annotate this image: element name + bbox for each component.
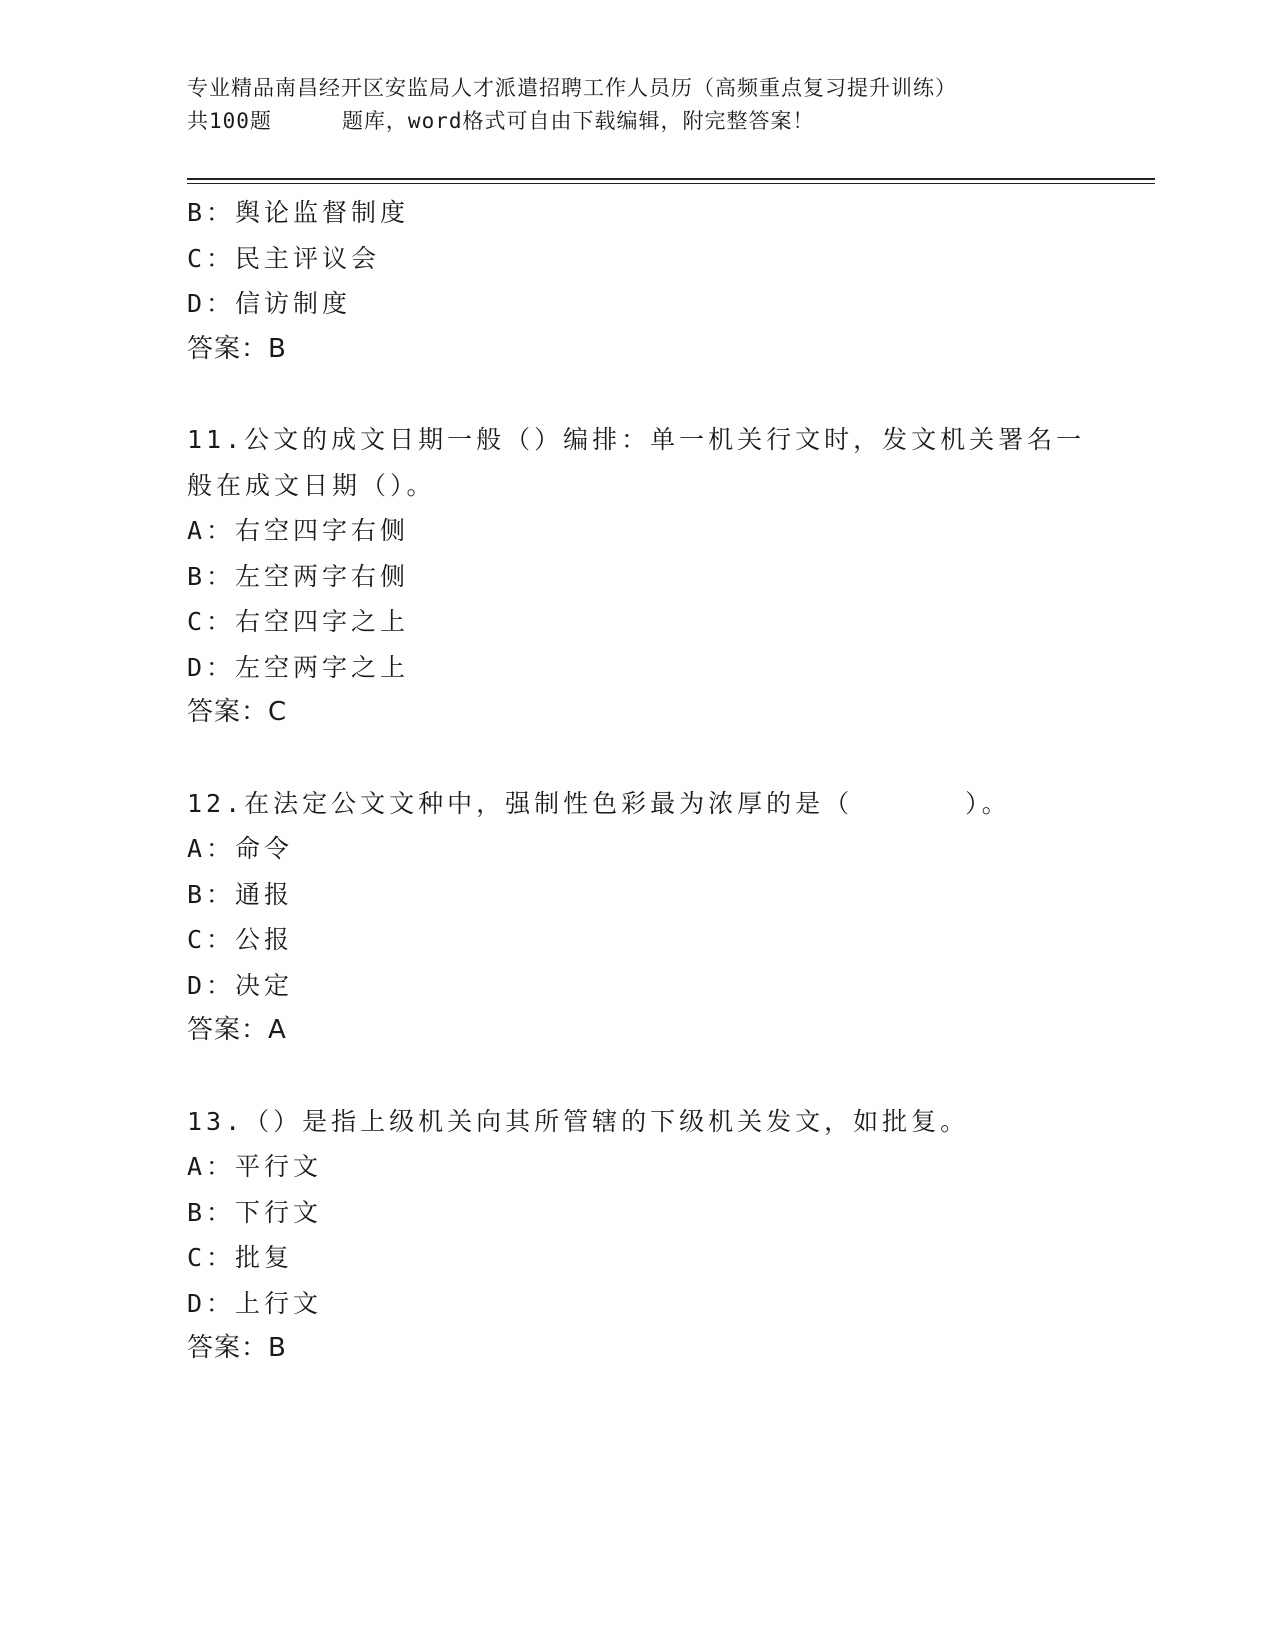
- answer-line: 答案：B: [187, 1333, 287, 1363]
- question-stem: [187, 781, 1087, 827]
- question-stem-continued: 般在成文日期（）。: [187, 470, 436, 500]
- option-a: A：命令: [187, 834, 294, 863]
- option-d: D：上行文: [187, 1288, 323, 1318]
- option-b: B：下行文: [187, 1197, 323, 1227]
- question-stem-end: ）。: [965, 788, 1011, 818]
- option-b: B：左空两字右侧: [187, 561, 410, 591]
- question-stem: 11.公文的成文日期一般（）编排：单一机关行文时，发文机关署名一: [187, 425, 1086, 454]
- question-block-12: [187, 781, 1087, 1054]
- option-b: B：通报: [187, 879, 294, 909]
- header-divider-thin: [187, 183, 1155, 184]
- question-block-continued: [187, 190, 1087, 372]
- question-stem: 13.（）是指上级机关向其所管辖的下级机关发文，如批复。: [187, 1106, 970, 1136]
- option-d: D：决定: [187, 970, 294, 1000]
- answer-line: 答案：B: [187, 333, 287, 364]
- header-title: 专业精品南昌经开区安监局人才派遣招聘工作人员历（高频重点复习提升训练）: [187, 76, 957, 100]
- option-c: C：右空四字之上: [187, 607, 410, 636]
- question-list: [187, 190, 1087, 1372]
- option-a: A：右空四字右侧: [187, 516, 410, 545]
- document-header: [187, 72, 1087, 138]
- option-d: D：信访制度: [187, 289, 352, 318]
- header-description: 题库，word格式可自由下载编辑，附完整答案！: [341, 109, 815, 133]
- header-subtitle: [187, 105, 1087, 138]
- option-d: D：左空两字之上: [187, 652, 410, 682]
- answer-line: 答案：A: [187, 1015, 287, 1045]
- option-c: C：公报: [187, 925, 294, 954]
- header-divider-thick: [187, 178, 1155, 180]
- answer-line: 答案：C: [187, 697, 288, 727]
- option-c: C：批复: [187, 1243, 294, 1272]
- option-c: C：民主评议会: [187, 243, 381, 273]
- question-block-11: [187, 417, 1087, 736]
- option-a: A：平行文: [187, 1152, 323, 1181]
- header-count: 共100题: [187, 109, 272, 133]
- option-b: B：舆论监督制度: [187, 198, 410, 227]
- question-stem-start: 12.在法定公文文种中，强制性色彩最为浓厚的是（: [187, 788, 854, 818]
- question-block-13: [187, 1099, 1087, 1372]
